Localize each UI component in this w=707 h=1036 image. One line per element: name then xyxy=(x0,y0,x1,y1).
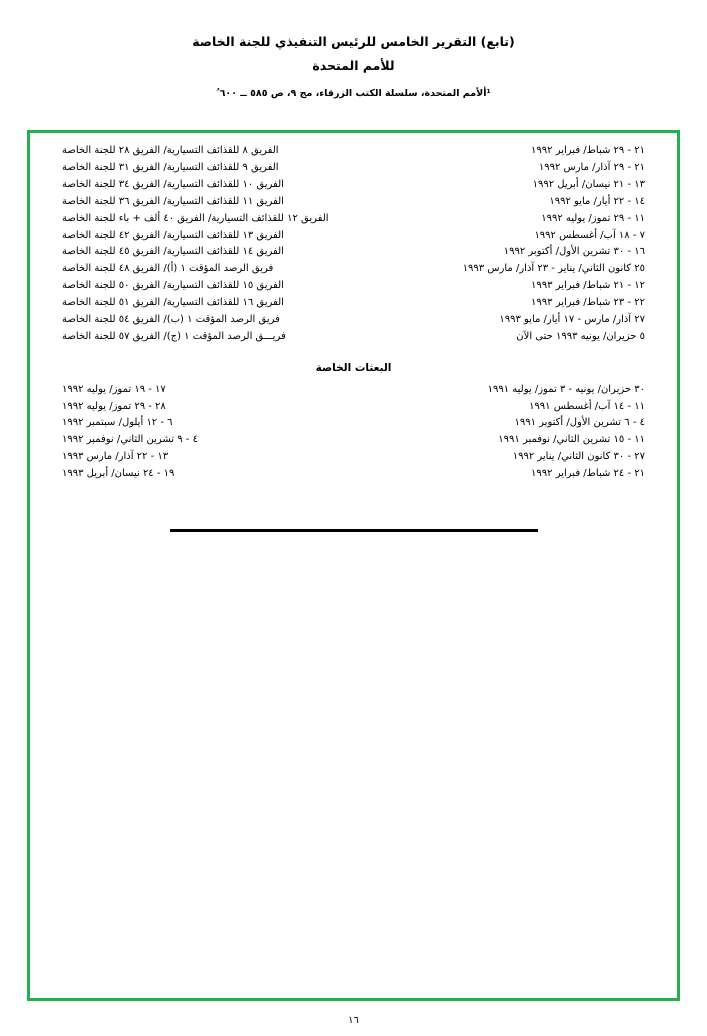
mission-date-left: ٢٨ - ٢٩ تموز/ يوليه ١٩٩٢ xyxy=(62,400,166,412)
document-header xyxy=(0,0,707,99)
special-missions-table-body xyxy=(58,382,649,483)
mission-date-right: ٢٧ - ٣٠ كانون الثاني/ يناير ١٩٩٢ xyxy=(512,451,645,463)
table-row xyxy=(58,211,649,228)
inspection-team: الفريق ٨ للقذائف التسيارية/ الفريق ٢٨ للجنة الخاصة xyxy=(62,145,279,157)
table-row xyxy=(58,160,649,177)
table-row xyxy=(58,244,649,261)
table-row xyxy=(58,398,649,415)
table-row xyxy=(58,227,649,244)
mission-date-left: ١٣ - ٢٢ آذار/ مارس ١٩٩٣ xyxy=(62,451,169,463)
table-row xyxy=(58,177,649,194)
inspection-date: ٢٧ آذار/ مارس - ١٧ أيار/ مايو ١٩٩٣ xyxy=(499,313,645,325)
table-row xyxy=(58,261,649,278)
inspection-team: فريق الرصد المؤقت ١ (ب)/ الفريق ٥٤ للجنة الخاصة xyxy=(62,313,280,325)
inspection-date: ٥ حزيران/ يونيه ١٩٩٣ حتى الآن xyxy=(516,330,645,342)
document-content xyxy=(36,143,671,536)
inspection-date: ١٢ - ٢١ شباط/ فبراير ١٩٩٣ xyxy=(531,280,645,292)
inspection-date: ١١ - ٢٩ تموز/ يوليه ١٩٩٢ xyxy=(541,212,645,224)
inspection-team: الفريق ١٢ للقذائف التسيارية/ الفريق ٤٠ ألف + باء للجنة الخاصة xyxy=(62,212,329,224)
horizontal-rule xyxy=(170,529,538,532)
table-row xyxy=(58,194,649,211)
mission-date-left: ٤ - ٩ تشرين الثاني/ نوفمبر ١٩٩٢ xyxy=(62,434,198,446)
mission-date-right: ٤ - ٦ تشرين الأول/ أكتوبر ١٩٩١ xyxy=(514,417,645,429)
table-row xyxy=(58,278,649,295)
inspection-date: ٢٥ كانون الثاني/ يناير - ٢٣ آذار/ مارس ١٩٩٣ xyxy=(462,263,645,275)
mission-date-right: ٢١ - ٢٤ شباط/ فبراير ١٩٩٢ xyxy=(531,468,645,480)
table-row xyxy=(58,295,649,312)
table-row xyxy=(58,382,649,399)
inspections-table xyxy=(58,143,649,346)
inspection-team: الفريق ١١ للقذائف التسيارية/ الفريق ٣٦ للجنة الخاصة xyxy=(62,195,284,207)
table-row xyxy=(58,466,649,483)
table-row xyxy=(58,432,649,449)
inspection-date: ٢١ - ٢٩ شباط/ فبراير ١٩٩٢ xyxy=(531,145,645,157)
mission-date-right: ٣٠ حزيران/ يونيه - ٣ تموز/ يوليه ١٩٩١ xyxy=(487,383,645,395)
inspection-date: ٧ - ١٨ آب/ أغسطس ١٩٩٢ xyxy=(534,229,645,241)
inspection-team: فريـــق الرصد المؤقت ١ (ج)/ الفريق ٥٧ للجنة الخاصة xyxy=(62,330,286,342)
source-note: ¹ألأمم المتحدة، سلسلة الكتب الزرقاء، مج ٩، ص ٥٨٥ ــ ٦٠٠ ُ xyxy=(216,87,491,99)
mission-date-right: ١١ - ١٤ آب/ أغسطس ١٩٩١ xyxy=(529,400,645,412)
horizontal-rule-wrapper xyxy=(58,517,649,536)
page-number: ١٦ xyxy=(348,1015,359,1026)
special-missions-heading: البعثات الخاصة xyxy=(315,361,392,374)
table-row xyxy=(58,143,649,160)
inspection-team: الفريق ١٥ للقذائف التسيارية/ الفريق ٥٠ للجنة الخاصة xyxy=(62,280,284,292)
inspection-date: ١٤ - ٢٢ أيار/ مايو ١٩٩٢ xyxy=(549,195,645,207)
table-row xyxy=(58,329,649,346)
mission-date-right: ١١ - ١٥ تشرين الثاني/ نوفمبر ١٩٩١ xyxy=(498,434,645,446)
mission-date-left: ١٩ - ٢٤ نيسان/ أبريل ١٩٩٣ xyxy=(62,468,175,480)
inspection-date: ١٣ - ٢١ نيسان/ أبريل ١٩٩٢ xyxy=(532,178,645,190)
page-title-line-1: (تابع) التقرير الخامس للرئيس التنفيذي للجنة الخاصة xyxy=(192,34,515,49)
table-row xyxy=(58,312,649,329)
inspections-table-body xyxy=(58,143,649,346)
mission-date-left: ١٧ - ١٩ تموز/ يوليه ١٩٩٢ xyxy=(62,383,166,395)
inspection-team: فريق الرصد المؤقت ١ (أ)/ الفريق ٤٨ للجنة الخاصة xyxy=(62,263,274,275)
table-row xyxy=(58,415,649,432)
inspection-date: ٢١ - ٢٩ آذار/ مارس ١٩٩٢ xyxy=(538,162,645,174)
special-missions-table xyxy=(58,382,649,483)
inspection-date: ٢٢ - ٢٣ شباط/ فبراير ١٩٩٣ xyxy=(531,297,645,309)
page-title-line-2: للأمم المتحدة xyxy=(312,57,395,73)
mission-date-left: ٦ - ١٢ أيلول/ سبتمبر ١٩٩٢ xyxy=(62,417,173,429)
inspection-team: الفريق ١٦ للقذائف التسيارية/ الفريق ٥١ للجنة الخاصة xyxy=(62,297,284,309)
inspection-date: ١٦ - ٣٠ تشرين الأول/ أكتوبر ١٩٩٢ xyxy=(503,246,645,258)
inspection-team: الفريق ١٠ للقذائف التسيارية/ الفريق ٣٤ للجنة الخاصة xyxy=(62,178,284,190)
inspection-team: الفريق ١٣ للقذائف التسيارية/ الفريق ٤٢ للجنة الخاصة xyxy=(62,229,284,241)
inspection-team: الفريق ٩ للقذائف التسيارية/ الفريق ٣١ للجنة الخاصة xyxy=(62,162,279,174)
table-row xyxy=(58,449,649,466)
inspection-team: الفريق ١٤ للقذائف التسيارية/ الفريق ٤٥ للجنة الخاصة xyxy=(62,246,284,258)
